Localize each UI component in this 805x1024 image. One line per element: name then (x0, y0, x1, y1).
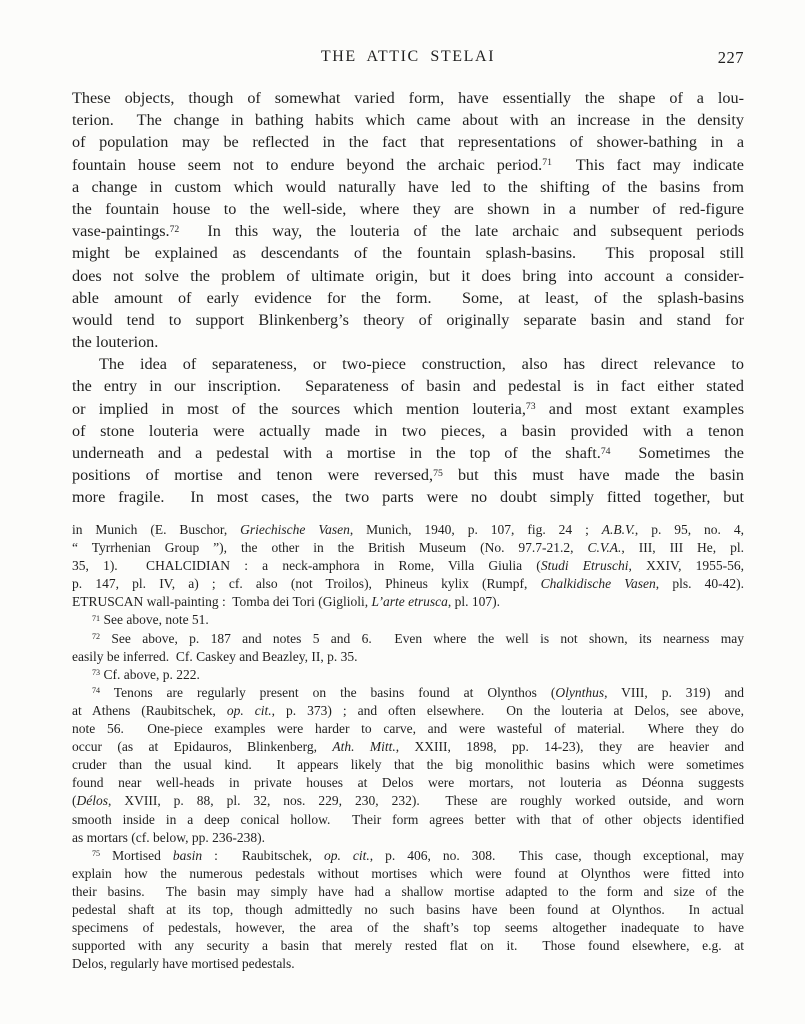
text-line: smooth inside in a deep conical hollow. Their form agrees better with that of other objects identified (72, 811, 744, 827)
paragraph (72, 847, 744, 974)
text-line: might be explained as descendants of the fountain splash-basins. This proposal still (72, 244, 744, 263)
text-line: the louterion. (72, 333, 159, 352)
paragraph (72, 521, 744, 611)
paragraph (72, 87, 744, 353)
text-line: supported with any security a basin that merely rested flat on it. Those found elsewhere, e.g. at (72, 938, 744, 954)
text-line: the fountain house to the well-side, where they are shown in a number of red-figure (72, 199, 744, 218)
running-head (72, 48, 744, 66)
text-line: as mortars (cf. below, pp. 236-238). (72, 829, 265, 845)
text-line: positions of mortise and tenon were reversed,$^{75}$ but this must have made the basin (72, 466, 744, 485)
body-text (72, 87, 744, 509)
text-line: These objects, though of somewhat varied form, have essentially the shape of a lou- (72, 89, 744, 107)
text-line: a change in custom which would naturally have led to the shifting of the basins from (72, 177, 744, 196)
text-line: more fragile. In most cases, the two parts were no doubt simply fitted together, but (72, 488, 744, 507)
paragraph (72, 666, 744, 684)
text-line: found near well-heads in private houses at Delos were mortars, not louteria as Déonna suggests (72, 775, 744, 791)
text-line: 35, 1). CHALCIDIAN : a neck-amphora in Rome, Villa Giulia (Studi Etruschi, XXIV, 1955-56, (72, 558, 744, 574)
text-line: The idea of separateness, or two-piece construction, also has direct relevance to (99, 355, 744, 374)
text-line: cruder than the usual kind. It appears likely that the big monolithic basins which were sometimes (72, 757, 744, 773)
text-line: $^{73}$ Cf. above, p. 222. (92, 666, 200, 682)
text-line: $^{74}$ Tenons are regularly present on the basins found at Olynthos (Olynthus, VIII, p. 319) and (92, 684, 744, 700)
text-line: or implied in most of the sources which mention louteria,$^{73}$ and most extant examples (72, 399, 744, 418)
page-title: THE ATTIC STELAI (320, 48, 496, 65)
text-line: occur (as at Epidauros, Blinkenberg, Ath. Mitt., XXIII, 1898, pp. 14-23), they are heavier and (72, 739, 744, 755)
text-line: note 56. One-piece examples were harder to carve, and were wasteful of material. Where they do (72, 721, 744, 737)
text-line: their basins. The basin may simply have had a shallow mortise adapted to the form and size of the (72, 883, 744, 899)
text-line: does not solve the problem of ultimate origin, but it does bring into account a consider- (72, 266, 744, 285)
text-line: $^{75}$ Mortised basin : Raubitschek, op. cit., p. 406, no. 308. This case, though exceptional, may (92, 847, 744, 863)
text-line: of population may be reflected in the fact that representations of shower-bathing in a (72, 133, 744, 152)
text-line: Delos, regularly have mortised pedestals. (72, 956, 295, 972)
text-line: $^{72}$ See above, p. 187 and notes 5 and 6. Even where the well is not shown, its nearness may (92, 630, 744, 646)
paragraph (72, 630, 744, 666)
text-line: easily be inferred. Cf. Caskey and Beazley, II, p. 35. (72, 648, 358, 664)
text-line: “ Tyrrhenian Group ”), the other in the British Museum (No. 97.7-21.2, C.V.A., III, III He, pl. (72, 540, 744, 556)
text-line: able amount of early evidence for the form. Some, at least, of the splash-basins (72, 288, 744, 307)
text-line: at Athens (Raubitschek, op. cit., p. 373) ; and often elsewhere. On the louteria at Delos, see above, (72, 702, 744, 718)
text-line: of stone louteria were actually made in two pieces, a basin provided with a tenon (72, 421, 744, 440)
text-line: vase-paintings.$^{72}$ In this way, the louteria of the late archaic and subsequent periods (72, 222, 744, 241)
text-line: $^{71}$ See above, note 51. (92, 612, 209, 628)
text-line: (Délos, XVIII, p. 88, pl. 32, nos. 229, 230, 232). These are roughly worked outside, and worn (72, 793, 744, 809)
text-line: specimens of pedestals, however, the area of the shaft’s top seems altogether inadequate to have (72, 920, 744, 936)
text-line: fountain house seem not to endure beyond the archaic period.$^{71}$ This fact may indicate (72, 155, 744, 174)
text-line: pedestal shaft at its top, though admittedly no such basins have been found at Olynthos. In actual (72, 901, 744, 917)
text-line: explain how the numerous pedestals without mortises which were found at Olynthos were fitted into (72, 865, 744, 881)
text-line: ETRUSCAN wall-painting : Tomba dei Tori (Giglioli, L’arte etrusca, pl. 107). (72, 594, 500, 610)
footnotes-section (72, 521, 744, 973)
text-line: the entry in our inscription. Separateness of basin and pedestal is in fact either stated (72, 377, 744, 396)
text-line: in Munich (E. Buschor, Griechische Vasen, Munich, 1940, p. 107, fig. 24 ; A.B.V., p. 95, no. 4, (72, 522, 744, 537)
text-line: would tend to support Blinkenberg’s theory of originally separate basin and stand for (72, 310, 744, 329)
text-line: underneath and a pedestal with a mortise in the top of the shaft.$^{74}$ Sometimes the (72, 444, 744, 462)
page-number: 227 (717, 48, 744, 67)
text-line: terion. The change in bathing habits which came about with an increase in the density (72, 111, 744, 130)
paragraph (72, 611, 744, 629)
paragraph (72, 353, 744, 508)
paragraph (72, 684, 744, 847)
text-line: p. 147, pl. IV, a) ; cf. also (not Troilos), Phineus kylix (Rumpf, Chalkidische Vasen, pls. 40-42). (72, 576, 744, 592)
